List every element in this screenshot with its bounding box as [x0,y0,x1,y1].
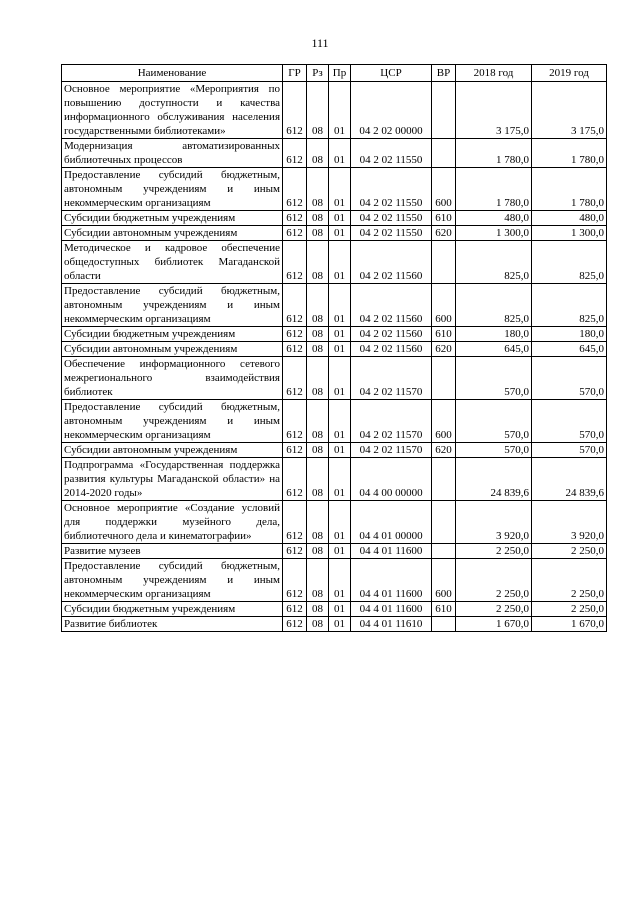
cell-2019: 570,0 [532,357,607,400]
cell-pr: 01 [329,443,351,458]
cell-2018: 1 670,0 [456,617,532,632]
cell-2018: 1 780,0 [456,168,532,211]
cell-name: Основное мероприятие «Создание условий для поддержки музейного дела, библиотечного дела и кинематографии» [62,501,283,544]
cell-pr: 01 [329,458,351,501]
cell-vr: 610 [432,211,456,226]
cell-2019: 24 839,6 [532,458,607,501]
cell-2019: 3 175,0 [532,82,607,139]
header-vr: ВР [432,65,456,82]
cell-vr [432,241,456,284]
cell-gr: 612 [283,139,307,168]
table-row [62,342,607,357]
table-row [62,400,607,443]
cell-vr: 610 [432,602,456,617]
table-row [62,544,607,559]
cell-2019: 3 920,0 [532,501,607,544]
cell-vr: 600 [432,284,456,327]
cell-gr: 612 [283,168,307,211]
header-2019: 2019 год [532,65,607,82]
cell-pr: 01 [329,139,351,168]
cell-pr: 01 [329,241,351,284]
cell-2018: 2 250,0 [456,544,532,559]
cell-csr: 04 2 02 11550 [351,139,432,168]
cell-gr: 612 [283,226,307,241]
cell-2018: 3 175,0 [456,82,532,139]
cell-pr: 01 [329,400,351,443]
table-row [62,241,607,284]
table-row [62,443,607,458]
cell-name: Субсидии бюджетным учреждениям [62,211,283,226]
cell-name: Развитие библиотек [62,617,283,632]
cell-rz: 08 [307,139,329,168]
cell-vr: 610 [432,327,456,342]
cell-vr [432,501,456,544]
cell-rz: 08 [307,617,329,632]
table-row [62,327,607,342]
cell-pr: 01 [329,284,351,327]
cell-2019: 2 250,0 [532,559,607,602]
cell-name: Модернизация автоматизированных библиотечных процессов [62,139,283,168]
cell-2019: 1 300,0 [532,226,607,241]
cell-csr: 04 2 02 11560 [351,342,432,357]
cell-csr: 04 2 02 11550 [351,168,432,211]
cell-vr: 620 [432,226,456,241]
cell-csr: 04 2 02 11560 [351,284,432,327]
cell-pr: 01 [329,544,351,559]
cell-gr: 612 [283,82,307,139]
cell-name: Развитие музеев [62,544,283,559]
cell-gr: 612 [283,284,307,327]
cell-name: Обеспечение информационного сетевого межрегионального взаимодействия библиотек [62,357,283,400]
cell-csr: 04 4 01 00000 [351,501,432,544]
cell-vr: 600 [432,400,456,443]
cell-csr: 04 4 01 11600 [351,559,432,602]
cell-rz: 08 [307,284,329,327]
cell-2019: 480,0 [532,211,607,226]
cell-name: Предоставление субсидий бюджетным, автономным учреждениям и иным некоммерческим организациям [62,168,283,211]
cell-rz: 08 [307,168,329,211]
cell-pr: 01 [329,211,351,226]
cell-gr: 612 [283,357,307,400]
table-row [62,211,607,226]
cell-2018: 645,0 [456,342,532,357]
cell-name: Предоставление субсидий бюджетным, автономным учреждениям и иным некоммерческим организациям [62,284,283,327]
budget-table [61,64,607,632]
cell-2018: 825,0 [456,241,532,284]
cell-rz: 08 [307,400,329,443]
cell-vr: 620 [432,342,456,357]
cell-rz: 08 [307,544,329,559]
cell-pr: 01 [329,342,351,357]
cell-2018: 570,0 [456,357,532,400]
cell-2019: 2 250,0 [532,602,607,617]
cell-vr [432,82,456,139]
page-number: 111 [311,36,329,50]
table-row [62,168,607,211]
table-row [62,357,607,400]
cell-2019: 645,0 [532,342,607,357]
cell-name: Субсидии бюджетным учреждениям [62,327,283,342]
cell-name: Методическое и кадровое обеспечение общедоступных библиотек Магаданской области [62,241,283,284]
cell-2018: 24 839,6 [456,458,532,501]
cell-rz: 08 [307,82,329,139]
cell-rz: 08 [307,501,329,544]
cell-vr [432,544,456,559]
cell-gr: 612 [283,400,307,443]
table-row [62,82,607,139]
cell-2018: 2 250,0 [456,559,532,602]
cell-vr: 600 [432,559,456,602]
cell-csr: 04 4 01 11610 [351,617,432,632]
cell-name: Предоставление субсидий бюджетным, автономным учреждениям и иным некоммерческим организациям [62,400,283,443]
cell-pr: 01 [329,327,351,342]
cell-rz: 08 [307,342,329,357]
cell-gr: 612 [283,501,307,544]
cell-csr: 04 4 01 11600 [351,602,432,617]
cell-name: Субсидии автономным учреждениям [62,226,283,241]
cell-gr: 612 [283,544,307,559]
header-rz: Рз [307,65,329,82]
header-pr: Пр [329,65,351,82]
cell-rz: 08 [307,458,329,501]
cell-gr: 612 [283,211,307,226]
cell-2018: 570,0 [456,443,532,458]
cell-name: Субсидии автономным учреждениям [62,342,283,357]
cell-rz: 08 [307,357,329,400]
cell-vr [432,357,456,400]
header-csr: ЦСР [351,65,432,82]
cell-gr: 612 [283,602,307,617]
table-row [62,602,607,617]
cell-vr [432,139,456,168]
table-row [62,458,607,501]
cell-2019: 180,0 [532,327,607,342]
cell-csr: 04 4 01 11600 [351,544,432,559]
cell-gr: 612 [283,443,307,458]
cell-2018: 825,0 [456,284,532,327]
cell-pr: 01 [329,559,351,602]
cell-vr [432,617,456,632]
cell-2018: 1 780,0 [456,139,532,168]
header-gr: ГР [283,65,307,82]
cell-2019: 825,0 [532,284,607,327]
cell-vr: 600 [432,168,456,211]
header-name: Наименование [62,65,283,82]
cell-gr: 612 [283,327,307,342]
cell-name: Подпрограмма «Государственная поддержка развития культуры Магаданской области» на 2014-2020 годы» [62,458,283,501]
cell-pr: 01 [329,357,351,400]
cell-2018: 3 920,0 [456,501,532,544]
cell-csr: 04 2 02 11550 [351,226,432,241]
cell-pr: 01 [329,168,351,211]
cell-2018: 2 250,0 [456,602,532,617]
cell-pr: 01 [329,602,351,617]
table-row [62,617,607,632]
cell-rz: 08 [307,327,329,342]
table-row [62,559,607,602]
cell-2019: 1 780,0 [532,168,607,211]
cell-pr: 01 [329,617,351,632]
table-header-row [62,65,607,82]
cell-rz: 08 [307,241,329,284]
cell-2018: 480,0 [456,211,532,226]
cell-pr: 01 [329,501,351,544]
cell-csr: 04 2 02 00000 [351,82,432,139]
cell-pr: 01 [329,82,351,139]
cell-csr: 04 2 02 11570 [351,443,432,458]
cell-csr: 04 2 02 11570 [351,357,432,400]
cell-rz: 08 [307,443,329,458]
cell-name: Субсидии бюджетным учреждениям [62,602,283,617]
cell-gr: 612 [283,458,307,501]
cell-2018: 570,0 [456,400,532,443]
cell-gr: 612 [283,559,307,602]
cell-csr: 04 2 02 11560 [351,327,432,342]
cell-csr: 04 2 02 11570 [351,400,432,443]
cell-vr: 620 [432,443,456,458]
cell-2019: 1 670,0 [532,617,607,632]
cell-vr [432,458,456,501]
cell-name: Субсидии автономным учреждениям [62,443,283,458]
cell-2019: 1 780,0 [532,139,607,168]
cell-rz: 08 [307,602,329,617]
cell-gr: 612 [283,241,307,284]
cell-2019: 570,0 [532,443,607,458]
cell-rz: 08 [307,559,329,602]
cell-2018: 180,0 [456,327,532,342]
cell-name: Основное мероприятие «Мероприятия по повышению доступности и качества информационного обслуживания населения государственными библиотеками» [62,82,283,139]
cell-csr: 04 2 02 11550 [351,211,432,226]
table-row [62,501,607,544]
cell-csr: 04 2 02 11560 [351,241,432,284]
cell-pr: 01 [329,226,351,241]
cell-2018: 1 300,0 [456,226,532,241]
cell-rz: 08 [307,211,329,226]
header-2018: 2018 год [456,65,532,82]
cell-2019: 2 250,0 [532,544,607,559]
cell-csr: 04 4 00 00000 [351,458,432,501]
table-row [62,284,607,327]
table-row [62,226,607,241]
cell-2019: 825,0 [532,241,607,284]
cell-rz: 08 [307,226,329,241]
table-row [62,139,607,168]
cell-gr: 612 [283,342,307,357]
cell-gr: 612 [283,617,307,632]
cell-name: Предоставление субсидий бюджетным, автономным учреждениям и иным некоммерческим организациям [62,559,283,602]
cell-2019: 570,0 [532,400,607,443]
